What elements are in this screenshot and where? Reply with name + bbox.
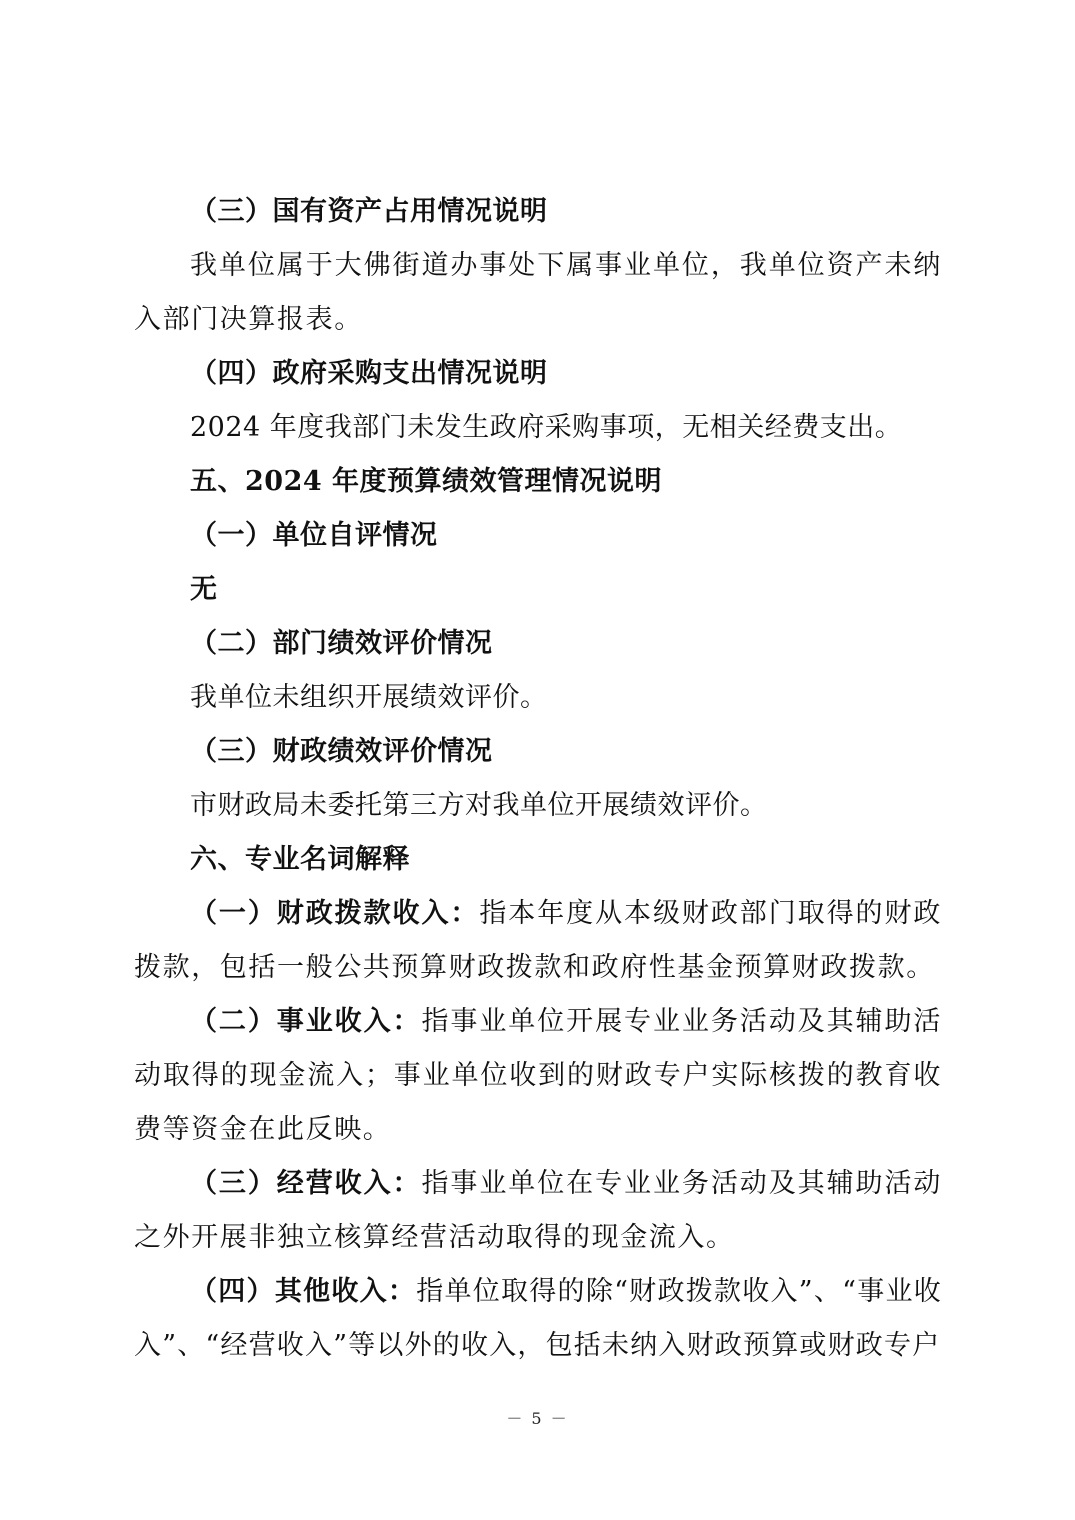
paragraph-procurement: 2024 年度我部门未发生政府采购事项，无相关经费支出。 [190,412,903,443]
term-fiscal-appropriation-label: （一）财政拨款收入： [190,898,480,929]
page-number: － 5 － [506,1409,569,1428]
term-operating-income-text: 指事业单位在专业业务活动及其辅助活动之外开展非独立核算经营活动取得的现金流入。 [134,1168,942,1253]
term-fiscal-appropriation [134,887,942,995]
heading-assets: （三）国有资产占用情况说明 [190,196,548,227]
heading-self-evaluation: （一）单位自评情况 [190,520,438,551]
term-operating-income-label: （三）经营收入： [190,1168,422,1199]
document-body [134,185,942,1373]
term-business-income-label: （二）事业收入： [190,1006,422,1037]
term-fiscal-appropriation-text: 指本年度从本级财政部门取得的财政拨款，包括一般公共预算财政拨款和政府性基金预算财政拨款。 [134,898,942,983]
paragraph-department-evaluation: 我单位未组织开展绩效评价。 [190,682,548,713]
term-business-income-text: 指事业单位开展专业业务活动及其辅助活动取得的现金流入；事业单位收到的财政专户实际核拨的教育收费等资金在此反映。 [134,1006,942,1145]
paragraph-self-evaluation: 无 [190,574,218,605]
heading-finance-evaluation: （三）财政绩效评价情况 [190,736,493,767]
paragraph-finance-evaluation: 市财政局未委托第三方对我单位开展绩效评价。 [190,790,768,821]
term-other-income-text: 指单位取得的除“财政拨款收入”、“事业收入”、“经营收入”等以外的收入，包括未纳入财政预算或财政专户 [134,1276,942,1361]
heading-section-five: 五、2024 年度预算绩效管理情况说明 [190,466,663,497]
heading-section-six: 六、专业名词解释 [190,844,410,875]
term-operating-income [134,1157,942,1265]
term-other-income [134,1265,942,1373]
heading-department-evaluation: （二）部门绩效评价情况 [190,628,493,659]
heading-procurement: （四）政府采购支出情况说明 [190,358,548,389]
term-other-income-label: （四）其他收入： [190,1276,417,1307]
paragraph-assets: 我单位属于大佛街道办事处下属事业单位，我单位资产未纳入部门决算报表。 [134,250,942,335]
term-business-income [134,995,942,1157]
